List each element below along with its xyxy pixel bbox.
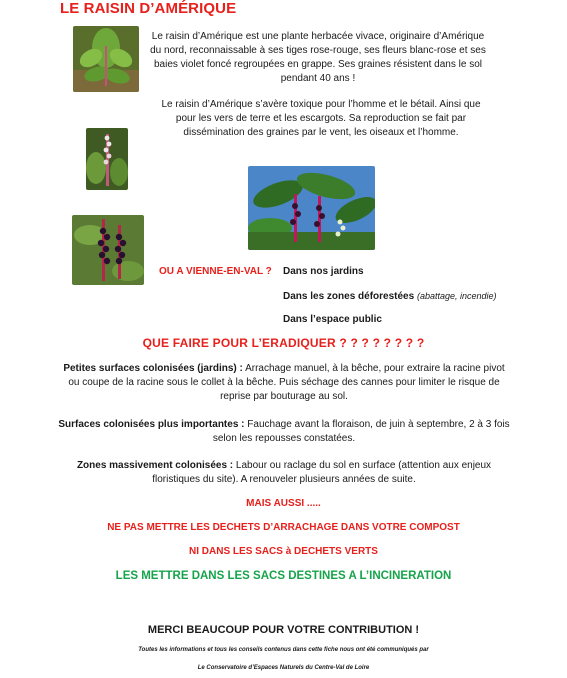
eradicate-item-text: Arrachage manuel, à la bêche, pour extraire la racine pivot ou coupe de la racine sous le collet à la bêche. Puis séchage des cannes pour limiter le risque de reprise par bouturage au sol.	[68, 363, 505, 402]
intro-paragraph-1: Le raisin d’Amérique est une plante herbacée vivace, originaire d’Amérique du nord, reconnaissable à ses tiges rose-rouge, ses fleurs blanc-rose et ses baies violet foncé regroupées en grappe. Ses graines résistent dans le sol pendant 40 ans !	[150, 31, 486, 84]
eradicate-item-text: Labour ou raclage du sol en surface (attention aux enjeux floristiques du site). A renouveler plusieurs années de suite.	[152, 460, 492, 485]
eradicate-item-label: Petites surfaces colonisées (jardins) :	[63, 363, 243, 374]
eradicate-item-text: Fauchage avant la floraison, de juin à septembre, 2 à 3 fois selon les repousses constatées.	[212, 419, 510, 444]
location-item	[283, 314, 382, 325]
footer-source: Toutes les informations et tous les conseils contenus dans cette fiche nous ont été communiqués par	[138, 647, 429, 653]
eradicate-item-label: Surfaces colonisées plus importantes :	[58, 419, 245, 430]
thanks-message: MERCI BEAUCOUP POUR VOTRE CONTRIBUTION !	[147, 624, 420, 636]
footer-organization: Le Conservatoire d’Espaces Naturels du Centre-Val de Loire	[197, 665, 370, 671]
location-item-note: (abattage, incendie)	[416, 291, 497, 301]
plant-photo-3	[72, 215, 144, 285]
location-item-label: Dans les zones déforestées	[283, 291, 415, 302]
location-item-label: Dans l’espace public	[283, 314, 382, 325]
intro-paragraph-2: Le raisin d’Amérique s’avère toxique pour l’homme et le bétail. Ainsi que pour les vers de terre et les escargots. Sa reproduction se fait par dissémination des graines par le vent, les oiseaux et l’homme.	[161, 99, 481, 138]
location-item	[283, 266, 364, 277]
location-item	[283, 291, 497, 302]
warning-compost: NE PAS METTRE LES DECHETS D’ARRACHAGE DANS VOTRE COMPOST	[107, 522, 460, 533]
location-item-label: Dans nos jardins	[283, 266, 364, 277]
eradicate-item	[58, 418, 510, 446]
eradicate-item	[58, 362, 510, 404]
plant-photo-1	[73, 26, 139, 92]
plant-photo-2	[86, 128, 128, 190]
also-label: MAIS AUSSI .....	[246, 498, 321, 509]
eradicate-heading: QUE FAIRE POUR L’ERADIQUER ? ? ? ? ? ? ? ?	[142, 336, 425, 350]
eradicate-item-label: Zones massivement colonisées :	[76, 460, 234, 471]
plant-photo-4	[248, 166, 375, 250]
eradicate-item	[58, 459, 510, 487]
location-question: OU A VIENNE-EN-VAL ?	[159, 266, 272, 277]
instruction-incineration: LES METTRE DANS LES SACS DESTINES A L’INCINERATION	[115, 570, 452, 582]
page-title: LE RAISIN D’AMÉRIQUE	[60, 0, 237, 17]
warning-green-waste: NI DANS LES SACS à DECHETS VERTS	[189, 546, 378, 557]
